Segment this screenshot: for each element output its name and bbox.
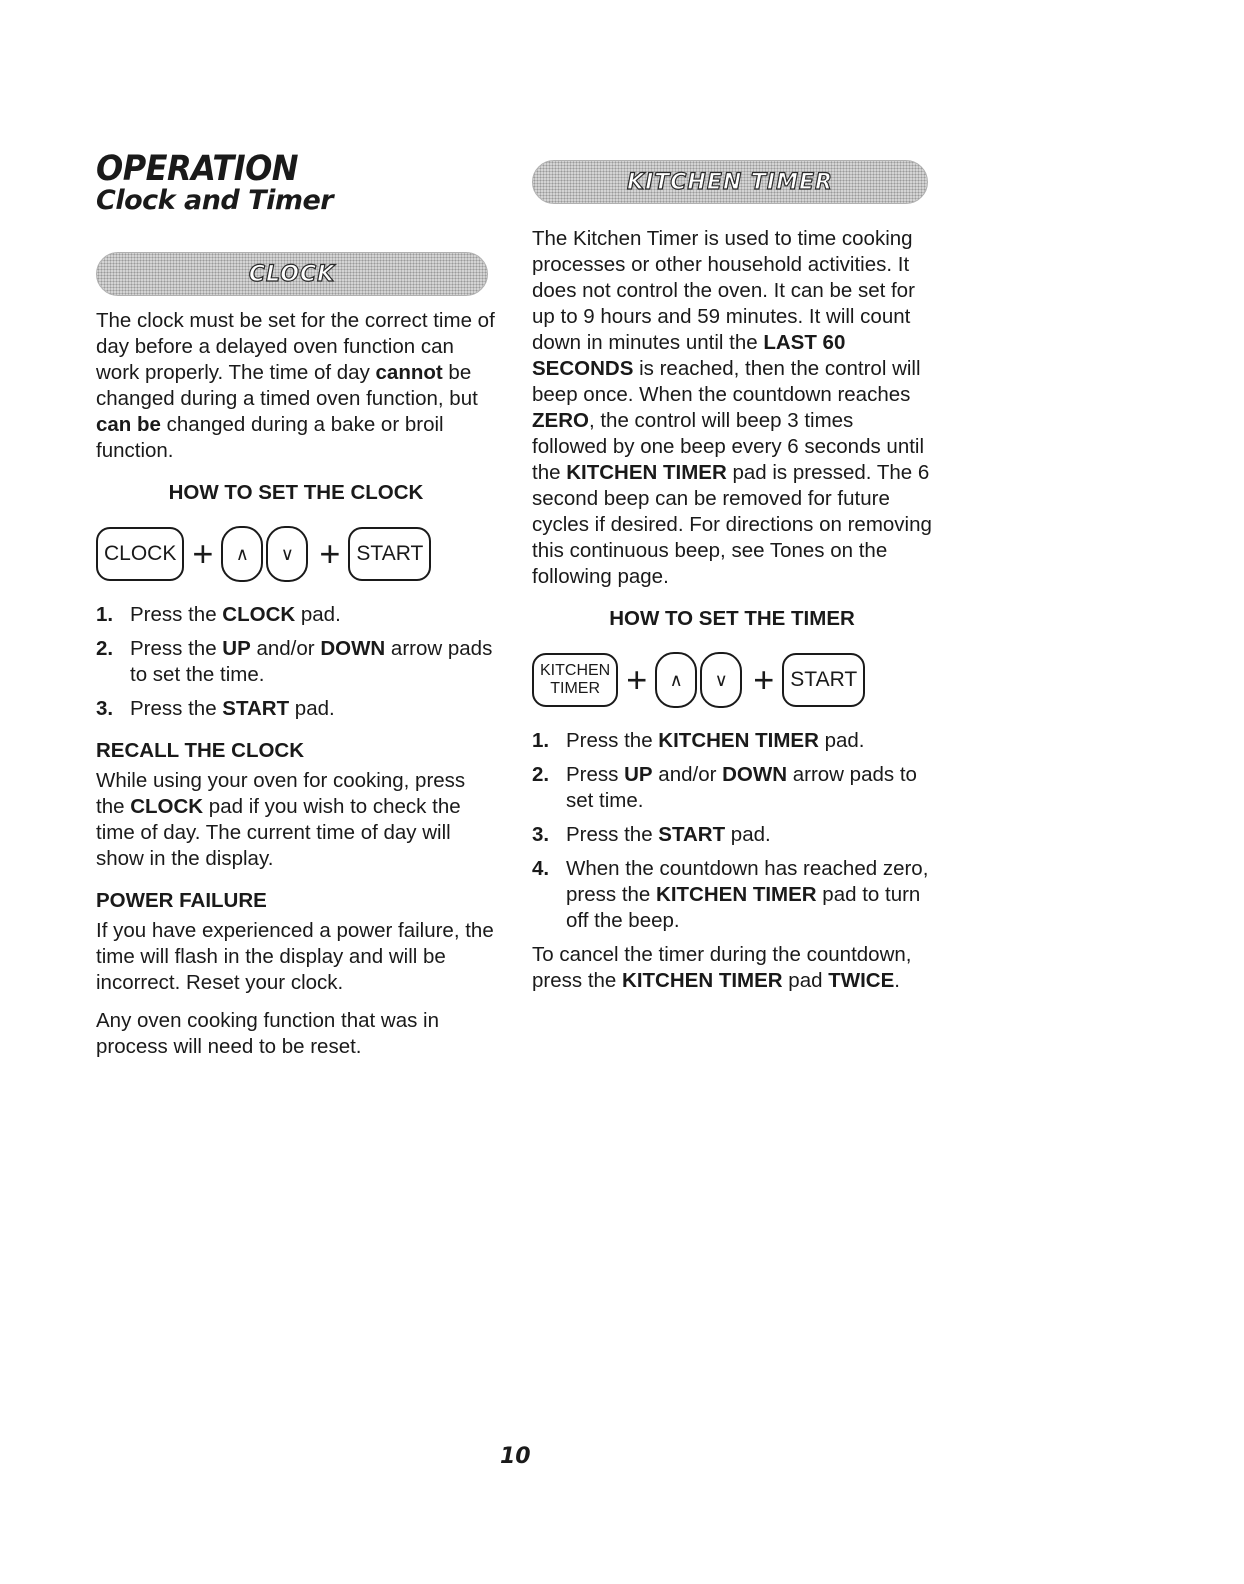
down-arrow-icon: ∨ bbox=[266, 526, 308, 582]
clock-key-sequence bbox=[96, 526, 496, 582]
plus-sign: + bbox=[319, 533, 341, 574]
list-item: 3. Press the START pad. bbox=[96, 697, 335, 720]
list-item: 1. Press the CLOCK pad. bbox=[96, 603, 341, 626]
start-pad: START bbox=[782, 653, 865, 707]
left-column bbox=[96, 147, 496, 1060]
section-subtitle: Clock and Timer bbox=[96, 185, 334, 216]
down-arrow-icon: ∨ bbox=[700, 652, 742, 708]
list-item: 4. When the countdown has reached zero, press the KITCHEN TIMER pad to turn off the beep. bbox=[532, 857, 929, 932]
plus-sign: + bbox=[753, 659, 775, 700]
power-failure-text: If you have experienced a power failure, the time will flash in the display and will be incorrect. Reset your clock. bbox=[96, 919, 494, 994]
page-number: 10 bbox=[500, 1444, 531, 1469]
power-failure-reset-text: Any oven cooking function that was in process will need to be reset. bbox=[96, 1009, 440, 1058]
cancel-timer-text: To cancel the timer during the countdown, press the KITCHEN TIMER pad TWICE. bbox=[532, 943, 912, 992]
how-to-set-clock-heading: HOW TO SET THE CLOCK bbox=[168, 481, 424, 504]
kitchen-timer-banner-label: KITCHEN TIMER bbox=[627, 169, 833, 195]
section-title: OPERATION bbox=[96, 147, 299, 189]
list-item: 1. Press the KITCHEN TIMER pad. bbox=[532, 729, 865, 752]
list-item: 3. Press the START pad. bbox=[532, 823, 771, 846]
timer-intro: The Kitchen Timer is used to time cooking processes or other household activities. It does not control the oven. It can be set for up to 9 hours and 59 minutes. It will count down in minutes until the LAST 60 SECONDS is reached, then the control will beep once. When the countdown reaches ZERO, the control will beep 3 times followed by one beep every 6 seconds until the KITCHEN TIMER pad is pressed. The 6 second beep can be removed for future cycles if desired. For directions on removing this continuous beep, see Tones on the following page. bbox=[532, 227, 932, 588]
start-pad: START bbox=[348, 527, 431, 581]
list-item: 2. Press the UP and/or DOWN arrow pads to set the time. bbox=[96, 637, 493, 686]
how-to-set-timer-heading: HOW TO SET THE TIMER bbox=[609, 607, 855, 630]
recall-clock-heading: RECALL THE CLOCK bbox=[96, 739, 305, 762]
timer-steps bbox=[532, 728, 932, 934]
clock-banner bbox=[96, 252, 488, 296]
list-item: 2. Press UP and/or DOWN arrow pads to set time. bbox=[532, 763, 917, 812]
clock-pad: CLOCK bbox=[96, 527, 184, 581]
right-column bbox=[532, 150, 932, 994]
kitchen-timer-banner bbox=[532, 160, 928, 204]
recall-clock-text: While using your oven for cooking, press the CLOCK pad if you wish to check the time of day. The current time of day will show in the display. bbox=[96, 769, 466, 870]
kitchen-timer-pad: KITCHEN TIMER bbox=[532, 653, 618, 707]
clock-steps bbox=[96, 602, 496, 722]
timer-key-sequence bbox=[532, 652, 932, 708]
plus-sign: + bbox=[192, 533, 214, 574]
power-failure-heading: POWER FAILURE bbox=[96, 889, 267, 912]
clock-intro: The clock must be set for the correct time of day before a delayed oven function can work properly. The time of day cannot be changed during a timed oven function, but can be changed during a bake or broil function. bbox=[96, 309, 495, 462]
clock-banner-label: CLOCK bbox=[248, 261, 336, 287]
up-arrow-icon: ∧ bbox=[221, 526, 263, 582]
up-arrow-icon: ∧ bbox=[655, 652, 697, 708]
plus-sign: + bbox=[626, 659, 648, 700]
